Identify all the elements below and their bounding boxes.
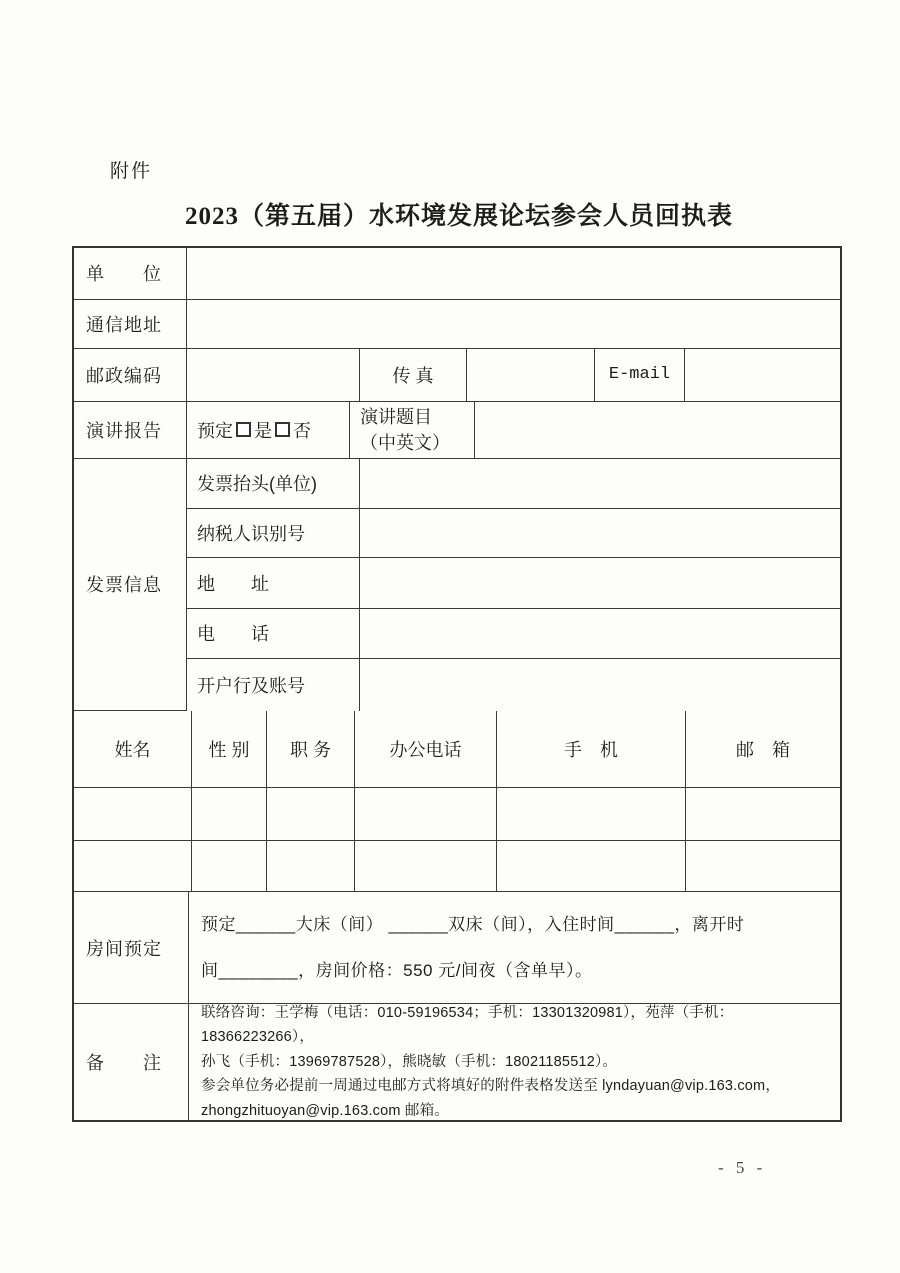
attendee-header-office-phone: 办公电话	[355, 711, 497, 788]
postcode-label: 邮政编码	[74, 349, 187, 402]
remarks-line-4: zhongzhituoyan@vip.163.com 邮箱。	[201, 1102, 450, 1119]
invoice-row-header	[187, 459, 840, 509]
email-label: E-mail	[595, 349, 685, 402]
invoice-address-label: 地 址	[187, 558, 360, 609]
invoice-subtable	[187, 459, 840, 711]
room-reservation-line1: 预定______大床（间） ______双床（间），入住时间______，离开时	[201, 914, 745, 934]
mail-address-row	[74, 300, 840, 350]
invoice-row-address	[187, 558, 840, 609]
reply-form-table	[72, 246, 842, 1122]
invoice-taxid-label: 纳税人识别号	[187, 509, 360, 558]
remarks-label: 备 注	[74, 1004, 189, 1120]
attendee1-office-phone-cell	[355, 788, 497, 842]
unit-label: 单 位	[74, 248, 187, 300]
attendee-header-row	[74, 711, 840, 788]
unit-row	[74, 248, 840, 300]
invoice-title-label: 发票抬头(单位)	[187, 459, 360, 509]
speech-title-label-line1: 演讲题目	[360, 406, 432, 427]
attendee-header-name: 姓名	[74, 711, 192, 788]
invoice-section	[74, 459, 840, 711]
remarks-text	[189, 1004, 840, 1120]
room-reservation-text	[189, 892, 840, 1004]
attendee2-office-phone-cell	[355, 841, 497, 892]
attendee2-gender-cell	[192, 841, 267, 892]
invoice-row-taxid	[187, 509, 840, 558]
attendee2-email-cell	[686, 841, 840, 892]
invoice-bank-label: 开户行及账号	[187, 659, 360, 711]
attendee-row-1	[74, 788, 840, 842]
mail-address-value-cell	[187, 300, 840, 350]
attendee-header-gender: 性 别	[192, 711, 267, 788]
attachment-label: 附件	[110, 161, 153, 182]
invoice-row-phone	[187, 609, 840, 659]
attendee-header-email: 邮 箱	[686, 711, 840, 788]
attendee1-mobile-cell	[497, 788, 686, 842]
remarks-line-3: 参会单位务必提前一周通过电邮方式将填好的附件表格发送至 lyndayuan@vip.163.com，	[201, 1078, 781, 1095]
invoice-bank-value-cell	[360, 659, 840, 711]
attendee1-position-cell	[267, 788, 355, 842]
invoice-address-value-cell	[360, 558, 840, 609]
document-title: 2023（第五届）水环境发展论坛参会人员回执表	[184, 203, 733, 230]
fax-value-cell	[467, 349, 595, 402]
speech-title-label	[350, 402, 475, 459]
attendee2-mobile-cell	[497, 841, 686, 892]
room-reservation-line2: 间________，房间价格：550 元/间夜（含单早）。	[201, 960, 593, 980]
speech-reserve-cell	[187, 402, 350, 459]
attendee-header-position: 职 务	[267, 711, 355, 788]
mail-address-label: 通信地址	[74, 300, 187, 350]
attendee2-position-cell	[267, 841, 355, 892]
invoice-row-bank	[187, 659, 840, 711]
speech-reserve-prefix: 预定	[197, 420, 233, 441]
speech-row	[74, 402, 840, 459]
email-value-cell	[685, 349, 840, 402]
attendee1-email-cell	[686, 788, 840, 842]
postcode-value-cell	[187, 349, 360, 402]
speech-reserve-no-label: 否	[293, 420, 311, 441]
attendee-row-2	[74, 841, 840, 892]
page-number: - 5 -	[718, 1158, 767, 1177]
attendee1-name-cell	[74, 788, 192, 842]
invoice-title-value-cell	[360, 459, 840, 509]
invoice-phone-value-cell	[360, 609, 840, 659]
speech-label: 演讲报告	[74, 402, 187, 459]
remarks-line-2: 孙飞（手机：13969787528），熊晓敏（手机：18021185512）。	[201, 1053, 618, 1070]
attendee1-gender-cell	[192, 788, 267, 842]
remarks-row	[74, 1004, 840, 1120]
invoice-phone-label: 电 话	[187, 609, 360, 659]
speech-title-label-line2: （中英文）	[360, 432, 450, 453]
remarks-line-1: 联络咨询：王学梅（电话：010-59196534；手机：13301320981），苑萍（手机：18366223266），	[201, 1004, 734, 1046]
attendee-header-mobile: 手 机	[497, 711, 686, 788]
postcode-fax-email-row	[74, 349, 840, 402]
reserve-yes-checkbox	[236, 422, 251, 437]
attendee2-name-cell	[74, 841, 192, 892]
room-reservation-label: 房间预定	[74, 892, 189, 1004]
room-reservation-row	[74, 892, 840, 1004]
unit-value-cell	[187, 248, 840, 300]
invoice-taxid-value-cell	[360, 509, 840, 558]
speech-reserve-yes-label: 是	[254, 420, 272, 441]
invoice-label: 发票信息	[74, 459, 187, 711]
speech-title-value-cell	[475, 402, 840, 459]
fax-label: 传 真	[360, 349, 467, 402]
reserve-no-checkbox	[275, 422, 290, 437]
